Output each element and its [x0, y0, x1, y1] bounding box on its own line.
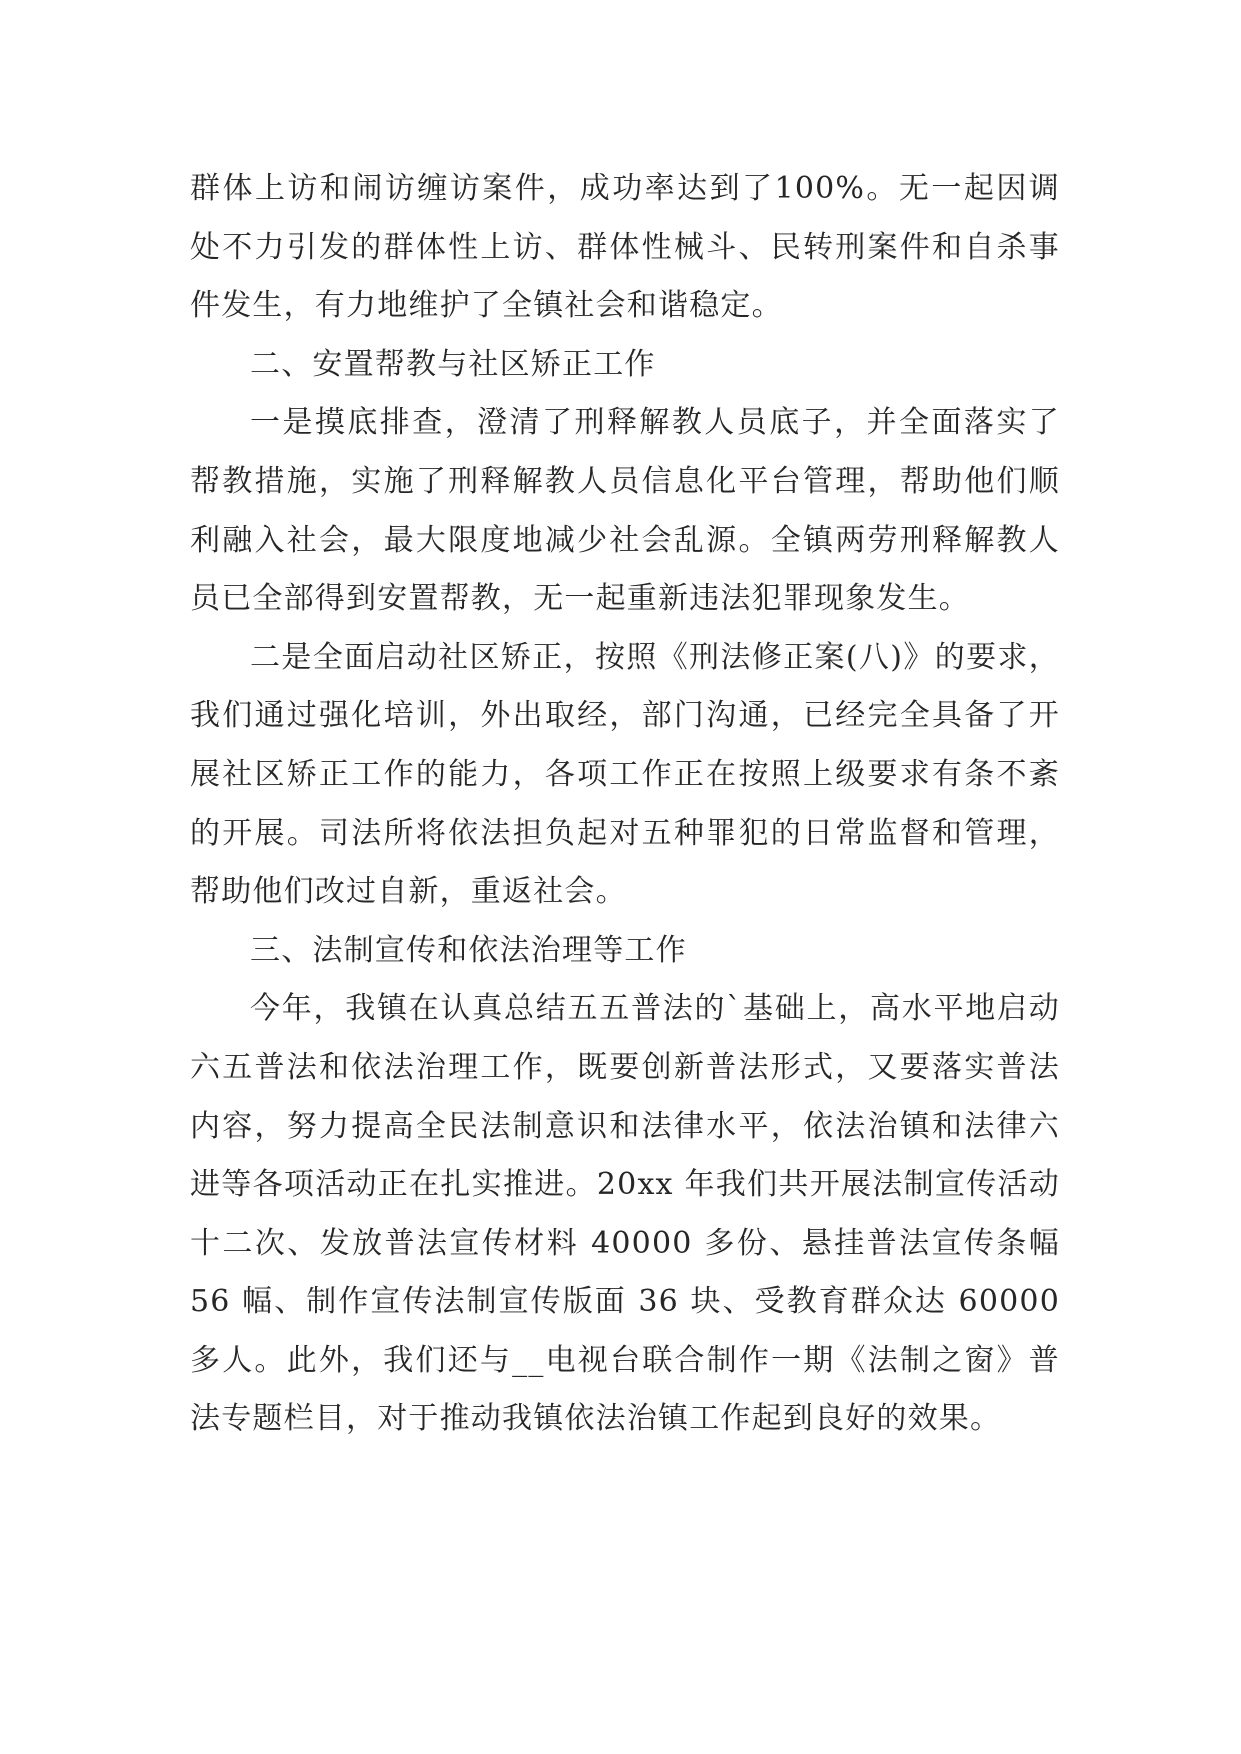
- paragraph-legal-publicity: 今年，我镇在认真总结五五普法的`基础上，高水平地启动六五普法和依法治理工作，既要创新普法形式，又要落实普法内容，努力提高全民法制意识和法律水平，依法治镇和法律六进等各项活动正在扎实推进。20xx 年我们共开展法制宣传活动十二次、发放普法宣传材料 40000 多份、悬挂普法宣传条幅 56 幅、制作宣传法制宣传版面 36 块、受教育群众达 60000 多人。此外，我们还与__电视台联合制作一期《法制之窗》普法专题栏目，对于推动我镇依法治镇工作起到良好的效果。: [190, 991, 1060, 1437]
- paragraph-community-correction: 二是全面启动社区矫正，按照《刑法修正案(八)》的要求，我们通过强化培训，外出取经，部门沟通，已经完全具备了开展社区矫正工作的能力，各项工作正在按照上级要求有条不紊的开展。司法所将依法担负起对五种罪犯的日常监督和管理，帮助他们改过自新，重返社会。: [190, 639, 1060, 910]
- paragraph-stability-results: 群体上访和闹访缠访案件，成功率达到了100%。无一起因调处不力引发的群体性上访、群体性械斗、民转刑案件和自杀事件发生，有力地维护了全镇社会和谐稳定。: [190, 171, 1060, 324]
- paragraph-investigation: 一是摸底排查，澄清了刑释解教人员底子，并全面落实了帮教措施，实施了刑释解教人员信息化平台管理，帮助他们顺利融入社会，最大限度地减少社会乱源。全镇两劳刑释解教人员已全部得到安置帮教，无一起重新违法犯罪现象发生。: [190, 405, 1060, 617]
- section-heading-legal-publicity: 三、法制宣传和依法治理等工作: [250, 932, 687, 968]
- section-heading-resettlement: 二、安置帮教与社区矫正工作: [250, 346, 656, 382]
- document-page: [190, 160, 1060, 1449]
